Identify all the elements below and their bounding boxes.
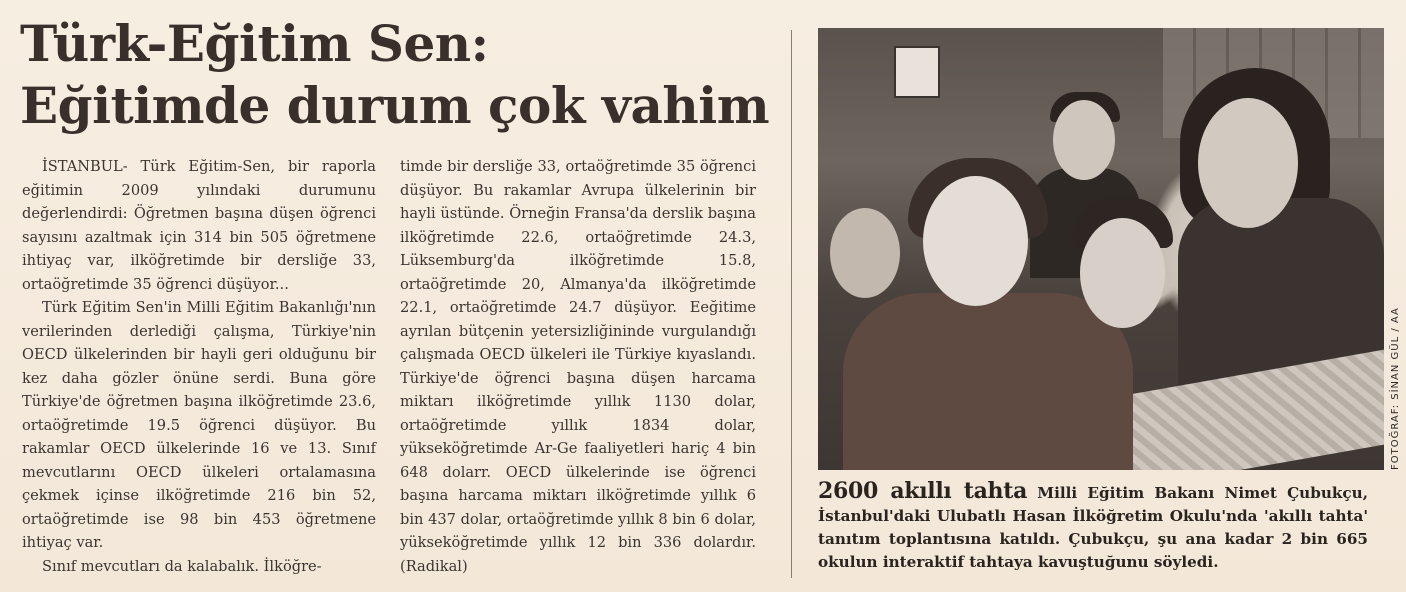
photo-girl-face [923,176,1028,306]
photo-girl-body [843,293,1133,470]
article-paragraph: Sınıf mevcutları da kalabalık. İlköğre- [42,557,322,575]
photo-caption [818,480,1368,574]
article-column-2 [400,155,756,578]
photo-wall-poster [894,46,940,98]
caption-title: 2600 akıllı tahta [818,478,1028,504]
article-paragraph: Türk Eğitim Sen'in Milli Eğitim Bakanlığı'nın verilerinden derlediği çalışma, Türkiye'nin OECD ülkelerinden bir hayli geri olduğunu bir kez daha gözler önüne serdi. Buna göre Türkiye'de öğretmen başına ilköğretimde 23.6, ortaöğretimde 19.5 öğrenci düşüyor. Bu rakamlar OECD ülkelerinde 16 ve 13. Sınıf mevcutlarını OECD ülkeleri ortalamasına çekmek içinse ilköğretimde 216 bin 52, ortaöğretimde ise 98 bin 453 öğretmene ihtiyaç var. [22,299,376,551]
news-photo [818,28,1384,470]
article-column-1 [22,155,376,578]
article-headline [20,14,780,138]
article-paragraph: timde bir dersliğe 33, ortaöğretimde 35 öğrenci düşüyor. Bu rakamlar Avrupa ülkelerinin bir hayli üstünde. Örneğin Fransa'da derslik başına ilköğretimde 22.6, ortaöğretimde 24.3, Lüksemburg'da ilköğretimde 15.8, ortaöğretimde 20, Almanya'da ilköğretimde 22.1, ortaöğretimde 24.7 düşüyor. Eeğitime ayrılan bütçenin yetersizliğininde vurgulandığı çalışmada OECD ülkeleri ile Türkiye kıyaslandı. Türkiye'de öğrenci başına düşen harcama miktarı ilköğretimde yıllık 1130 dolar, ortaöğretimde yıllık 1834 dolar, yükseköğretimde Ar-Ge faaliyetleri hariç 4 bin 648 dolarr. OECD ülkelerinde ise öğrenci başına harcama miktarı ilköğretimde yıllık 6 bin 437 dolar, ortaöğretimde yıllık 8 bin 6 dolar, yükseköğretimde yıllık 12 bin 336 dolardır.(Radikal) [400,158,756,575]
column-divider [791,30,792,578]
photo-man-face [1053,100,1115,180]
headline-line-1: Türk-Eğitim Sen: [20,14,489,73]
headline-line-2: Eğitimde durum çok vahim [20,76,770,135]
photo-background-child [830,208,900,298]
caption-text: Milli Eğitim Bakanı Nimet Çubukçu, İstanbul'daki Ulubatlı Hasan İlköğretim Okulu'nda 'akıllı tahta' tanıtım toplantısına katıldı. Çubukçu, şu ana kadar 2 bin 665 okulun interaktif tahtaya kavuştuğunu söyledi. [818,484,1368,571]
photo-credit: FOTOĞRAF: SİNAN GÜL / AA [1390,307,1401,470]
photo-boy-face [1080,218,1165,328]
photo-woman-face [1198,98,1298,228]
article-paragraph: İSTANBUL- Türk Eğitim-Sen, bir raporla eğitimin 2009 yılındaki durumunu değerlendirdi: Öğretmen başına düşen öğrenci sayısını azaltmak için 314 bin 505 öğretmene ihtiyaç var, ilköğretimde bir dersliğe 33, ortaöğretimde 35 öğrenci düşüyor... [22,158,376,293]
